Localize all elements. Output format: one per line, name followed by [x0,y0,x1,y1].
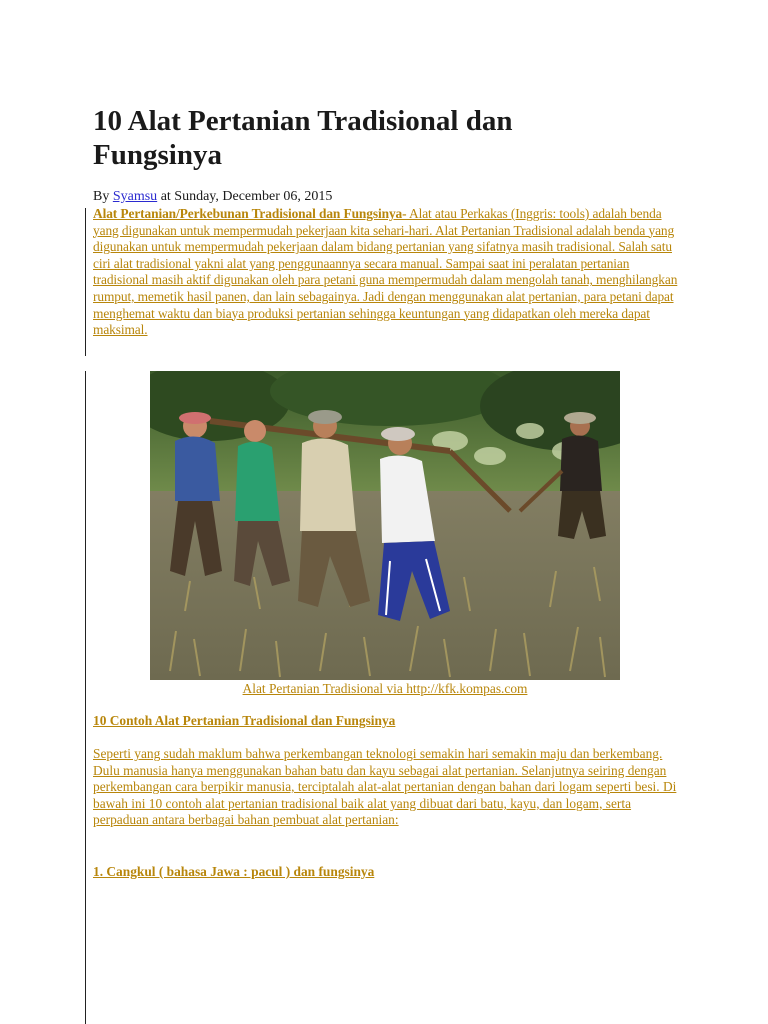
intro-paragraph[interactable] [93,206,683,339]
image-caption-link[interactable]: Alat Pertanian Tradisional via http://kfk.kompas.com [242,681,528,696]
author-link[interactable]: Syamsu [112,189,158,204]
section-paragraph[interactable]: Seperti yang sudah maklum bahwa perkembangan teknologi semakin hari semakin maju dan berkembang. Dulu manusia hanya menggunakan bahan batu dan kayu sebagai alat pertanian. Selanjutnya seiring dengan perkembangan cara berpikir manusia, terciptalah alat-alat pertanian dengan bahan dari logam seperti besi. Di bawah ini 10 contoh alat pertanian tradisional baik alat yang dibuat dari batu, kayu, dan logam, serta perpaduan antara berbagai bahan pembuat alat pertanian: [93,746,677,828]
margin-bar-top [85,208,86,356]
byline-date: at Sunday, December 06, 2015 [160,189,333,204]
article-title: 10 Alat Pertanian Tradisional dan Fungsinya [93,105,513,171]
section-heading[interactable]: 10 Contoh Alat Pertanian Tradisional dan Fungsinya [93,713,396,728]
byline [93,188,332,205]
intro-lead[interactable]: Alat Pertanian/Perkebunan Tradisional dan Fungsinya- [93,206,407,221]
item-heading-cangkul[interactable]: 1. Cangkul ( bahasa Jawa : pacul ) dan fungsinya [93,864,375,879]
image-caption[interactable] [150,681,620,697]
intro-body[interactable]: Alat atau Perkakas (Inggris: tools) adalah benda yang digunakan untuk mempermudah pekerjaan kita sehari-hari. Alat Pertanian Tradisional adalah benda yang digunakan untuk mempermudah pekerjaan dalam bidang pertanian yang sifatnya masih tradisional. Salah satu ciri alat tradisional yakni alat yang penggunaannya secara manual. Sampai saat ini peralatan pertanian tradisional masih aktif digunakan oleh para petani guna mempermudah dalam mengolah tanah, menghilangkan rumput, memetik hasil panen, dan lain sebagainya. Jadi dengan menggunakan alat pertanian, para petani dapat menghemat waktu dan biaya produksi pertanian sehingga keuntungan yang didapatkan oleh mereka dapat maksimal. [93,206,678,338]
byline-prefix: By [93,189,110,204]
margin-bar-bottom [85,371,86,1024]
farmers-photo[interactable] [150,371,620,680]
farmers-rice-field-image [150,371,620,680]
